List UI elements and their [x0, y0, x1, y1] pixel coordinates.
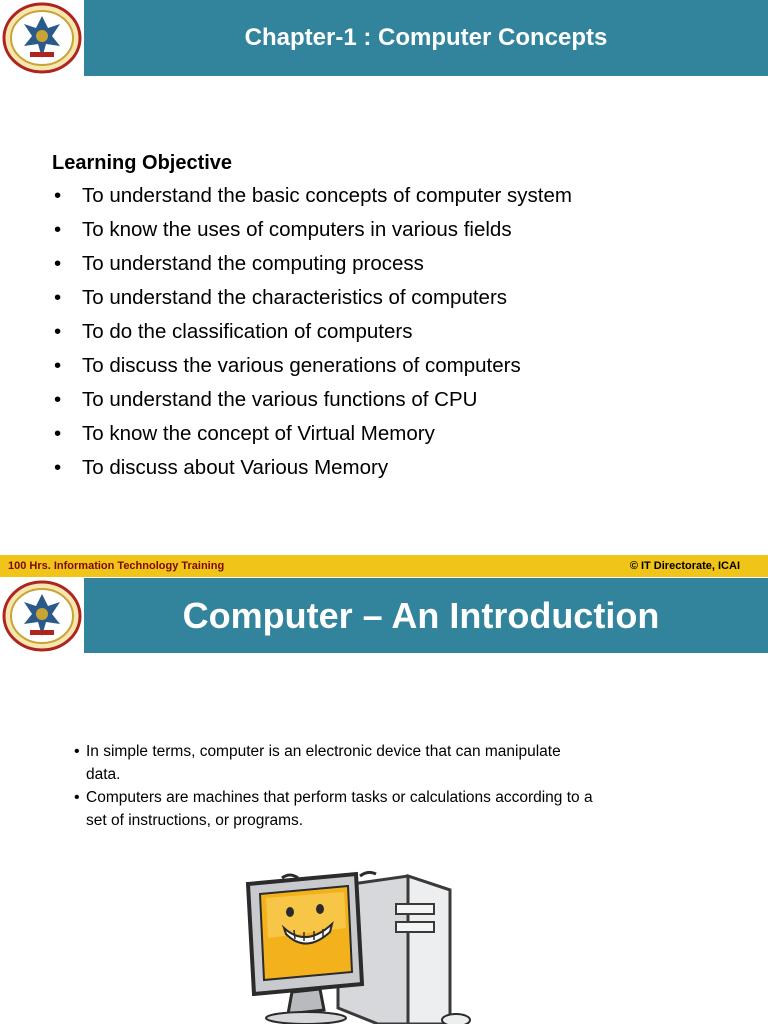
- bullet-icon: •: [54, 456, 62, 479]
- bullet-icon: •: [54, 422, 62, 445]
- footer-right-text: © IT Directorate, ICAI: [629, 560, 740, 572]
- bullet-icon: •: [54, 286, 62, 309]
- objective-heading: Learning Objective: [52, 152, 233, 174]
- list-item: • Computers are machines that perform tasks or calculations according to a set of instructions, or programs.: [74, 786, 594, 832]
- slide1-title: Chapter-1 : Computer Concepts: [84, 0, 768, 76]
- icai-emblem-icon: [2, 2, 82, 74]
- slide1-header: [0, 0, 768, 76]
- bullet-icon: •: [54, 354, 62, 377]
- slide1-logo: [0, 0, 84, 76]
- bullet-icon: •: [74, 743, 80, 760]
- list-item: • To know the concept of Virtual Memory: [54, 422, 435, 445]
- smiling-computer-icon: [228, 868, 508, 1024]
- icai-emblem-icon: [2, 580, 82, 652]
- list-item: • In simple terms, computer is an electronic device that can manipulate data.: [74, 740, 594, 786]
- bullet-icon: •: [54, 252, 62, 275]
- footer-left-text: 100 Hrs. Information Technology Training: [8, 560, 225, 572]
- list-item: • To know the uses of computers in various fields: [54, 218, 512, 241]
- objective-list: [52, 184, 752, 490]
- slide2-header: [0, 578, 768, 653]
- slide2-logo: [0, 578, 84, 653]
- bullet-icon: •: [54, 218, 62, 241]
- bullet-icon: •: [74, 789, 80, 806]
- bullet-icon: •: [54, 184, 62, 207]
- list-item: • To discuss about Various Memory: [54, 456, 389, 479]
- computer-illustration: [228, 868, 508, 1024]
- list-item: • To understand the computing process: [54, 252, 424, 275]
- slide2-title: Computer – An Introduction: [84, 578, 768, 653]
- intro-section: [74, 740, 594, 832]
- list-item: • To understand the characteristics of computers: [54, 286, 508, 309]
- slide-footer: [0, 555, 768, 577]
- list-item: • To understand the various functions of CPU: [54, 388, 478, 411]
- list-item: • To do the classification of computers: [54, 320, 413, 343]
- list-item: • To discuss the various generations of computers: [54, 354, 521, 377]
- bullet-icon: •: [54, 388, 62, 411]
- list-item: • To understand the basic concepts of computer system: [54, 184, 572, 207]
- learning-objective-section: [52, 150, 752, 490]
- bullet-icon: •: [54, 320, 62, 343]
